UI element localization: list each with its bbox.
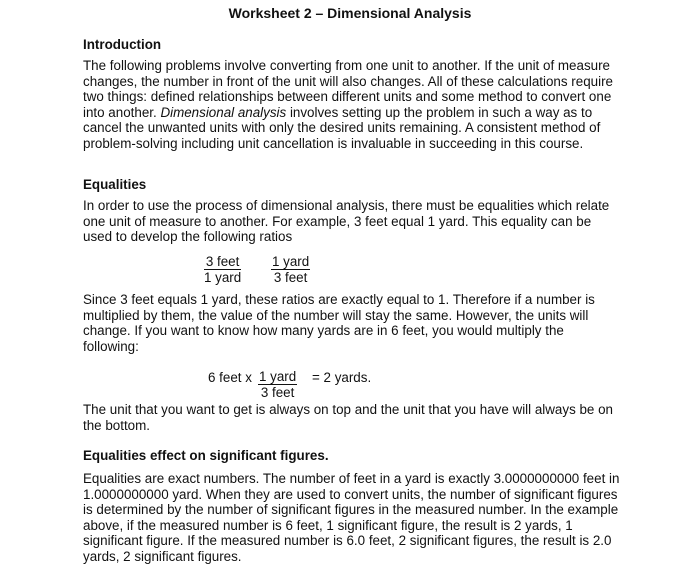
worksheet-title: Worksheet 2 – Dimensional Analysis <box>228 5 472 21</box>
example-lead: 6 feet x <box>208 370 252 385</box>
sigfigs-paragraph: Equalities are exact numbers. The number of feet in a yard is exactly 3.0000000000 feet in 1.0000000000 yard. When they are used to convert units, the number of significant figures is determined by the number of significant figures in the measured number. In the example above, if the measured number is 6 feet, 1 significant figure, the result is 2 yards, 1 significant figure. If the measured number is 6.0 feet, 2 significant figures, the result is 2.0 yards, 2 significant figures. <box>83 471 620 564</box>
equalities-paragraph-3: The unit that you want to get is always on top and the unit that you have will always be on the bottom. <box>83 402 613 433</box>
ratio2-denominator: 3 feet <box>273 270 308 285</box>
introduction-paragraph <box>83 58 623 152</box>
dimensional-analysis-term: Dimensional analysis <box>160 104 287 120</box>
equalities-paragraph-2: Since 3 feet equals 1 yard, these ratios are exactly equal to 1. Therefore if a number is multiplied by them, the value of the number will stay the same. However, the units will change. If you want to know how many yards are in 6 feet, you would multiply the following: <box>83 292 595 354</box>
sigfigs-heading: Equalities effect on significant figures. <box>83 448 329 463</box>
ratio-yard-per-feet <box>271 255 310 285</box>
ratio1-numerator: 3 feet <box>205 254 240 269</box>
introduction-heading: Introduction <box>83 37 162 52</box>
example-numerator: 1 yard <box>259 369 297 384</box>
example-ratio <box>258 370 297 400</box>
example-result: = 2 yards. <box>312 370 372 385</box>
ratio1-denominator: 1 yard <box>204 270 242 285</box>
ratio2-numerator: 1 yard <box>272 254 310 269</box>
equalities-paragraph: In order to use the process of dimensional analysis, there must be equalities which relate one unit of measure to another. For example, 3 feet equal 1 yard. This equality can be used to develop the following ratios <box>83 198 610 245</box>
example-denominator: 3 feet <box>260 385 295 400</box>
introduction-text-post: involves setting up the problem in such a way as to cancel the unwanted units with only the desired units remaining. A consistent method of problem-solving including unit cancellation is invaluable in succeeding in this course. <box>83 104 601 151</box>
introduction-text-pre: The following problems involve converting from one unit to another. If the unit of measure changes, the number in front of the unit will also changes. All of these calculations require two things: defined relationships between different units and some method to convert one into another. <box>83 58 613 120</box>
equalities-heading: Equalities <box>83 177 147 192</box>
ratio-feet-per-yard <box>204 255 241 285</box>
